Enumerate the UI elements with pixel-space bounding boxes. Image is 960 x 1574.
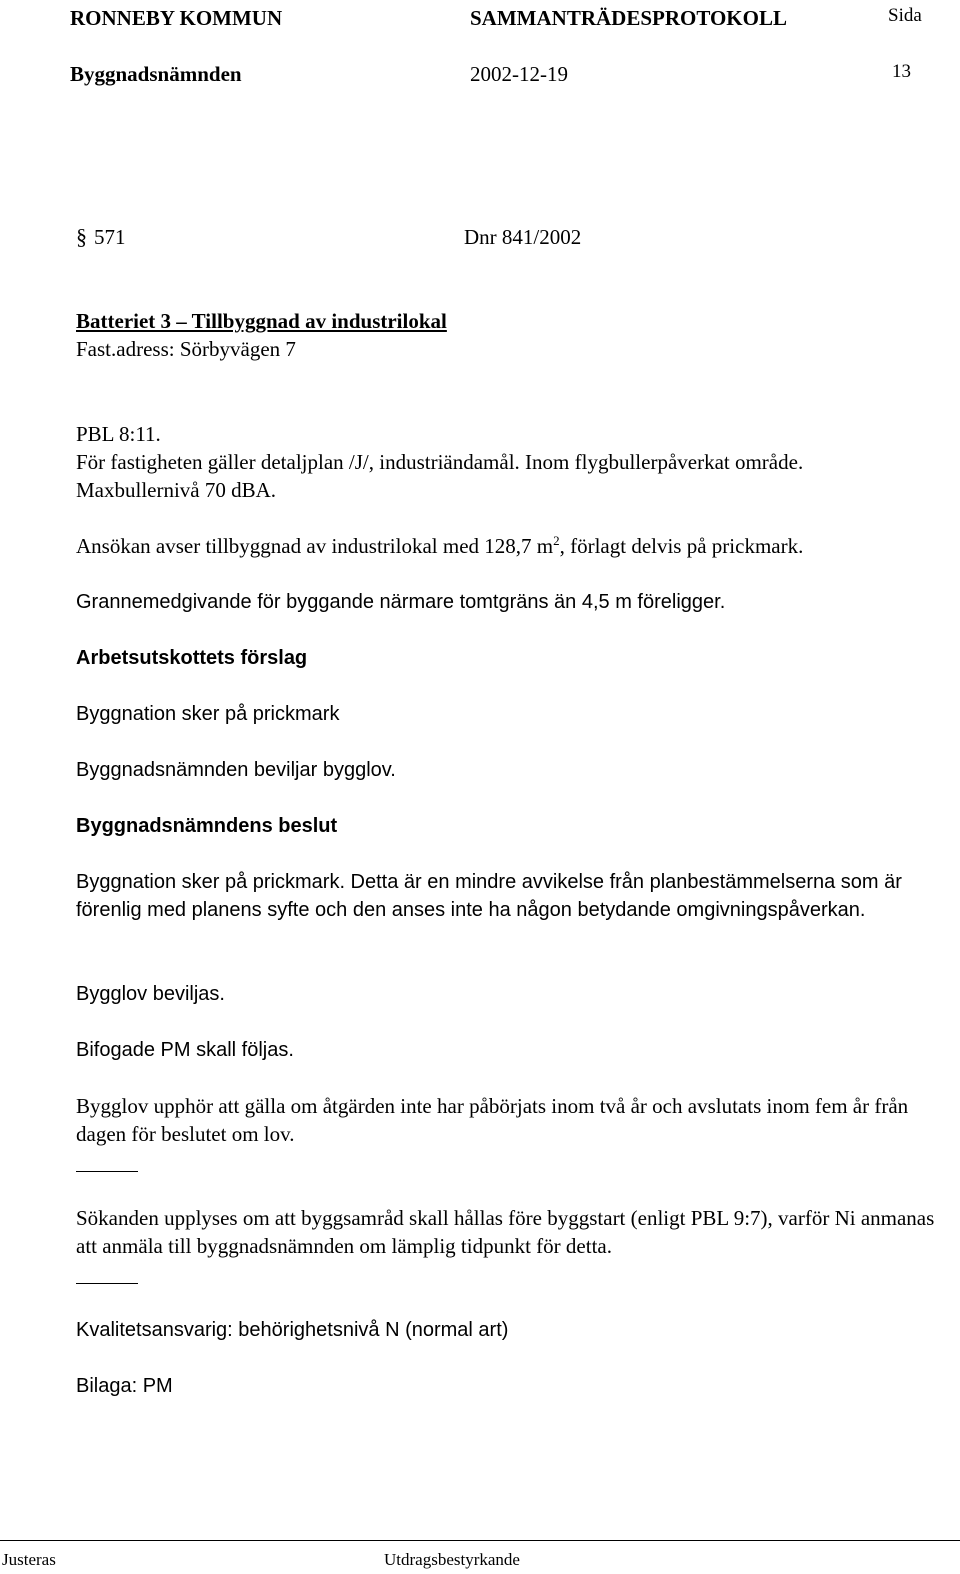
neighbor-consent: Grannemedgivande för byggande närmare tomtgräns än 4,5 m föreligger. [76,591,726,613]
separator-rule [76,1171,138,1172]
pbl-line-2: För fastigheten gäller detaljplan /J/, industriändamål. Inom flygbullerpåverkat område. [76,450,804,474]
page-number: 13 [892,61,911,82]
pbl-line-1: PBL 8:11. [76,422,161,446]
board-name: Byggnadsnämnden [70,62,242,86]
committee-proposal-2: Byggnadsnämnden beviljar bygglov. [76,759,396,781]
pbl-line-3: Maxbullernivå 70 dBA. [76,478,277,502]
attachment-note: Bilaga: PM [76,1375,173,1397]
municipality-name: RONNEBY KOMMUN [70,6,283,30]
decision-paragraph-2: Bygglov beviljas. [76,983,225,1005]
footer-utdrag: Utdragsbestyrkande [384,1550,520,1569]
committee-heading: Arbetsutskottets förslag [76,647,308,669]
decision-heading: Byggnadsnämndens beslut [76,815,338,837]
decision-paragraph-3: Bifogade PM skall följas. [76,1039,294,1061]
property-address: Fast.adress: Sörbyvägen 7 [76,337,296,361]
case-title: Batteriet 3 – Tillbyggnad av industrilokal [76,309,447,333]
protocol-title: SAMMANTRÄDESPROTOKOLL [470,6,787,30]
page-label: Sida [888,5,922,26]
application-text: Ansökan avser tillbyggnad av industrilokal med 128,7 $m^2$, förlagt delvis på prickmark. [76,533,804,558]
notice-paragraph: Sökanden upplyses om att byggsamråd skall hållas före byggstart (enligt PBL 9:7), varför Ni anmanas att anmäla till byggnadsnämnden om lämplig tidpunkt för detta. [76,1206,935,1258]
quality-responsible: Kvalitetsansvarig: behörighetsnivå N (normal art) [76,1319,509,1341]
decision-paragraph-1: Byggnation sker på prickmark. Detta är en mindre avvikelse från planbestämmelserna som är förenlig med planens syfte och den anses inte ha någon betydande omgivningspåverkan. [76,871,902,921]
footer-rule [0,1540,960,1541]
section-number: 571 [94,225,126,249]
meeting-date: 2002-12-19 [470,62,568,86]
footer-justeras: Justeras [2,1550,56,1569]
validity-paragraph: Bygglov upphör att gälla om åtgärden inte har påbörjats inom två år och avslutats inom fem år från dagen för beslutet om lov. [76,1094,909,1146]
section-sign: § [76,224,87,249]
separator-rule [76,1283,138,1284]
committee-proposal-1: Byggnation sker på prickmark [76,703,340,725]
diary-number: Dnr 841/2002 [464,225,582,249]
